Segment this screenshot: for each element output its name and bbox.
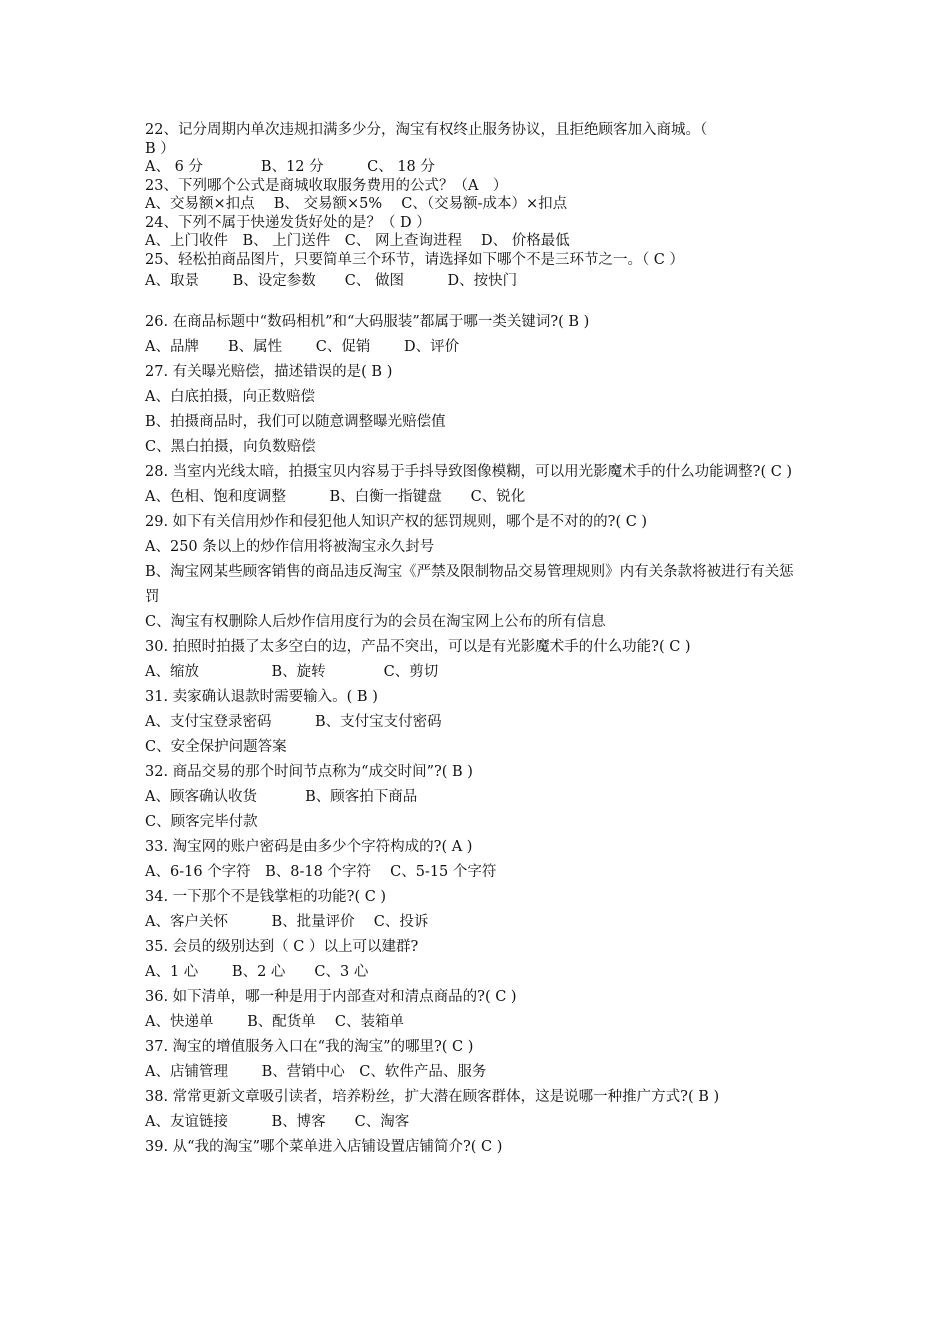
text-line: 28. 当室内光线太暗，拍摄宝贝内容易于手抖导致图像模糊，可以用光影魔术手的什么功能调整?( C ) — [145, 464, 793, 480]
text-line: A、品牌 B、属性 C、促销 D、评价 — [145, 339, 460, 355]
text-line: A、交易额×扣点 B、 交易额×5% C、（交易额-成本）×扣点 — [145, 196, 568, 212]
text-line: A、250 条以上的炒作信用将被淘宝永久封号 — [145, 539, 435, 555]
text-line: B ） — [145, 140, 175, 157]
blank-line — [145, 294, 805, 310]
text-line: 27. 有关曝光赔偿，描述错误的是( B ) — [145, 364, 393, 380]
text-line: A、6-16 个字符 B、8-18 个字符 C、5-15 个字符 — [145, 864, 497, 880]
text-line: 22、记分周期内单次违规扣满多少分，淘宝有权终止服务协议，且拒绝顾客加入商城。（ — [145, 122, 708, 138]
text-line: B、拍摄商品时，我们可以随意调整曝光赔偿值 — [145, 414, 446, 430]
text-line: 25、轻松拍商品图片，只要简单三个环节，请选择如下哪个不是三环节之一。（ C ） — [145, 251, 685, 268]
text-line: A、 6 分 B、12 分 C、 18 分 — [145, 159, 435, 175]
text-line: 35. 会员的级别达到（ C ）以上可以建群? — [145, 939, 419, 955]
text-line: A、支付宝登录密码 B、支付宝支付密码 — [145, 714, 442, 730]
text-line: A、取景 B、设定参数 C、 做图 D、按快门 — [145, 273, 518, 289]
text-line: 32. 商品交易的那个时间节点称为“成交时间”?( B ) — [145, 764, 473, 780]
text-line: 24、下列不属于快递发货好处的是？（ D ） — [145, 214, 431, 231]
text-line: A、1 心 B、2 心 C、3 心 — [145, 964, 369, 980]
text-line: A、顾客确认收货 B、顾客拍下商品 — [145, 789, 418, 805]
text-line: A、白底拍摄，向正数赔偿 — [145, 389, 315, 405]
text-line: A、店铺管理 B、营销中心 C、软件产品、服务 — [145, 1064, 487, 1080]
question-list — [145, 121, 805, 1160]
text-line: 38. 常常更新文章吸引读者，培养粉丝，扩大潜在顾客群体，这是说哪一种推广方式?( B ) — [145, 1089, 720, 1105]
text-line: 23、下列哪个公式是商城收取服务费用的公式？（A ） — [145, 177, 508, 194]
question-25-options — [145, 269, 805, 294]
text-line: C、顾客完毕付款 — [145, 814, 258, 830]
text-line: A、缩放 B、旋转 C、剪切 — [145, 664, 439, 680]
text-line: A、色相、饱和度调整 B、白衡一指键盘 C、锐化 — [145, 489, 526, 505]
questions-22-25 — [145, 121, 805, 269]
text-line: B、淘宝网某些顾客销售的商品违反淘宝《严禁及限制物品交易管理规则》内有关条款将被进行有关惩罚 — [145, 564, 794, 605]
questions-26-39 — [145, 310, 805, 1160]
text-line: A、上门收件 B、 上门送件 C、 网上查询进程 D、 价格最低 — [145, 233, 570, 249]
text-line: 31. 卖家确认退款时需要输入。( B ) — [145, 689, 378, 705]
text-line: 39. 从“我的淘宝”哪个菜单进入店铺设置店铺简介?( C ) — [145, 1139, 503, 1155]
text-line: 30. 拍照时拍摄了太多空白的边，产品不突出，可以是有光影魔术手的什么功能?( C ) — [145, 639, 691, 655]
text-line: A、客户关怀 B、批量评价 C、投诉 — [145, 914, 429, 930]
text-line: A、友谊链接 B、博客 C、淘客 — [145, 1114, 410, 1130]
text-line: 36. 如下清单，哪一种是用于内部查对和清点商品的?( C ) — [145, 989, 517, 1005]
text-line: C、淘宝有权删除人后炒作信用度行为的会员在淘宝网上公布的所有信息 — [145, 614, 606, 630]
text-line: C、黑白拍摄，向负数赔偿 — [145, 439, 316, 455]
text-line: 37. 淘宝的增值服务入口在“我的淘宝”的哪里?( C ) — [145, 1039, 474, 1055]
text-line: 29. 如下有关信用炒作和侵犯他人知识产权的惩罚规则，哪个是不对的的?( C ) — [145, 514, 648, 530]
text-line: 34. 一下那个不是钱掌柜的功能?( C ) — [145, 889, 387, 905]
text-line: 33. 淘宝网的账户密码是由多少个字符构成的?( A ) — [145, 839, 473, 855]
text-line: C、安全保护问题答案 — [145, 739, 287, 755]
text-line: 26. 在商品标题中“数码相机”和“大码服装”都属于哪一类关键词?( B ) — [145, 314, 590, 330]
text-line: A、快递单 B、配货单 C、装箱单 — [145, 1014, 404, 1030]
